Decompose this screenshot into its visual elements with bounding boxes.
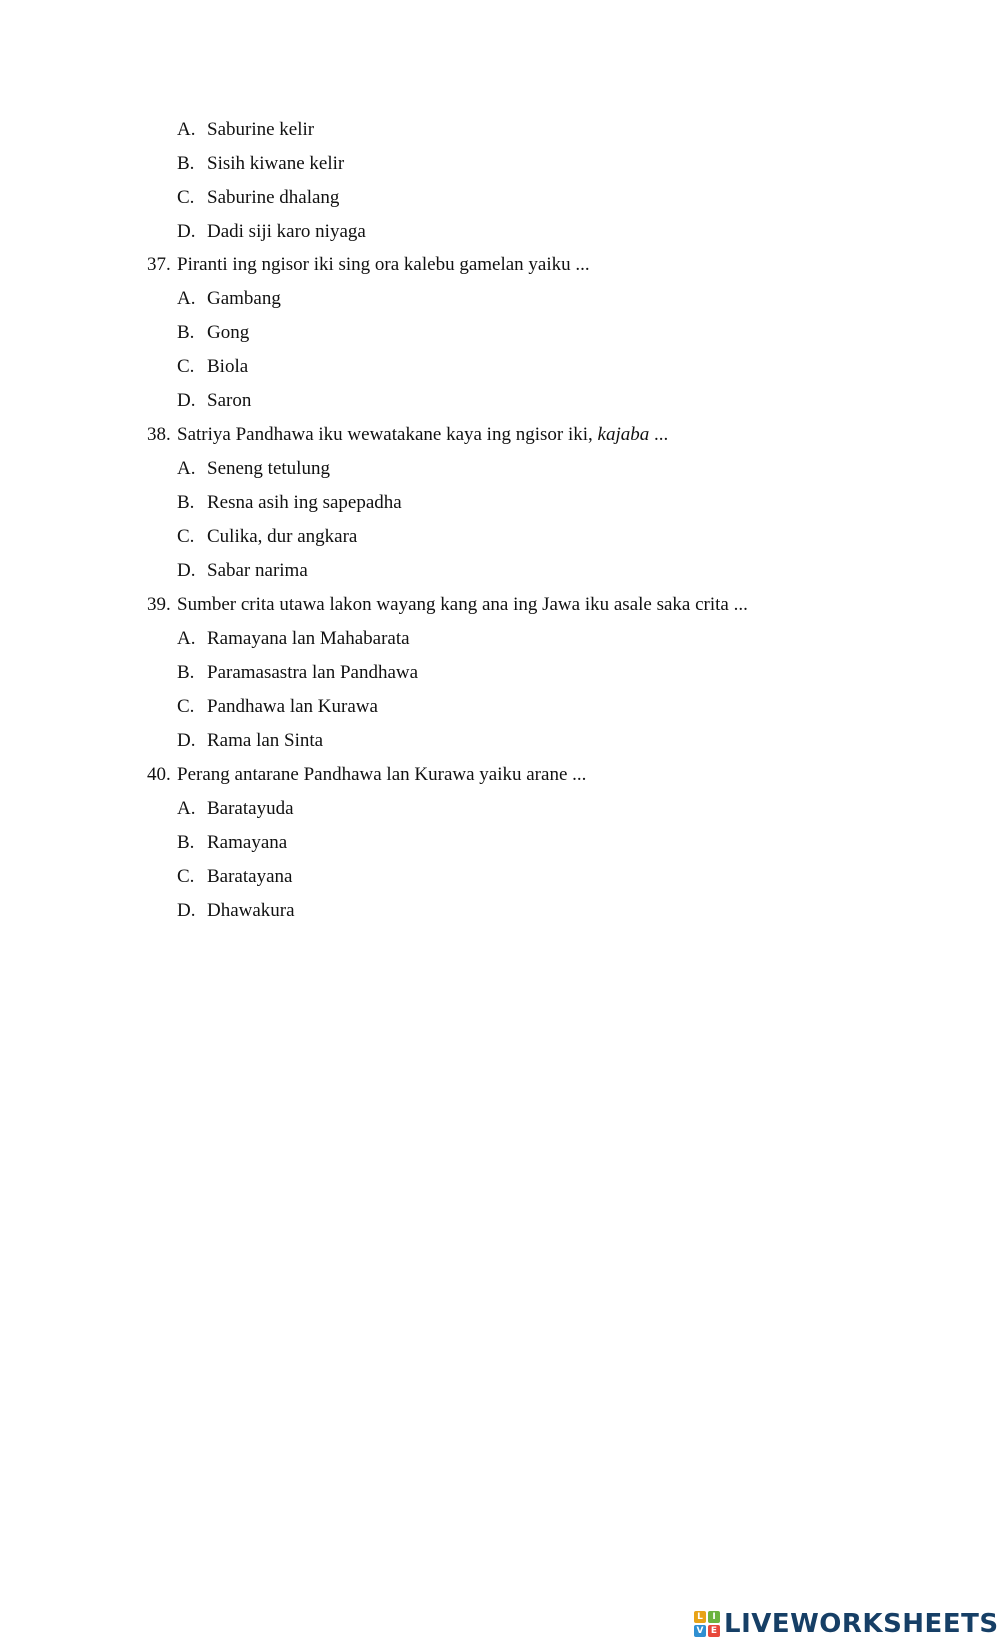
option-text: Saburine dhalang <box>207 187 340 208</box>
option-text: Rama lan Sinta <box>207 730 324 751</box>
question-37 <box>147 253 590 277</box>
option-letter: C. <box>177 187 195 208</box>
q37-option-b[interactable] <box>177 321 249 345</box>
option-text: Saron <box>207 390 252 411</box>
option-text: Resna asih ing sapepadha <box>207 492 402 513</box>
option-letter: C. <box>177 866 195 887</box>
option-text: Pandhawa lan Kurawa <box>207 696 378 717</box>
q38-option-d[interactable] <box>177 559 308 583</box>
question-number: 38. <box>147 424 171 445</box>
q39-option-a[interactable] <box>177 627 410 651</box>
option-letter: B. <box>177 153 195 174</box>
option-letter: D. <box>177 390 196 411</box>
option-text: Paramasastra lan Pandhawa <box>207 662 419 683</box>
option-letter: D. <box>177 221 196 242</box>
q37-option-a[interactable] <box>177 287 281 311</box>
option-text: Biola <box>207 356 249 377</box>
q40-option-a[interactable] <box>177 797 294 821</box>
q36-option-b[interactable] <box>177 152 344 176</box>
question-emphasis: kajaba <box>597 424 650 445</box>
question-number: 39. <box>147 594 171 615</box>
option-letter: A. <box>177 628 196 649</box>
q39-option-c[interactable] <box>177 695 378 719</box>
option-letter: D. <box>177 560 196 581</box>
option-letter: A. <box>177 798 196 819</box>
option-text: Culika, dur angkara <box>207 526 358 547</box>
q38-option-b[interactable] <box>177 491 402 515</box>
option-text: Seneng tetulung <box>207 458 330 479</box>
q40-option-d[interactable] <box>177 899 295 923</box>
option-letter: B. <box>177 832 195 853</box>
option-letter: C. <box>177 356 195 377</box>
option-text: Baratayana <box>207 866 293 887</box>
q39-option-d[interactable] <box>177 729 323 753</box>
option-letter: B. <box>177 492 195 513</box>
question-text: Piranti ing ngisor iki sing ora kalebu gamelan yaiku ... <box>177 254 590 275</box>
q36-option-a[interactable] <box>177 118 314 142</box>
q37-option-c[interactable] <box>177 355 248 379</box>
option-letter: A. <box>177 458 196 479</box>
question-suffix: ... <box>654 424 669 445</box>
option-text: Gambang <box>207 288 281 309</box>
question-text: Satriya Pandhawa iku wewatakane kaya ing ngisor iki, <box>177 424 593 445</box>
question-number: 37. <box>147 254 171 275</box>
q40-option-b[interactable] <box>177 831 287 855</box>
question-39 <box>147 593 748 617</box>
logo-mark-l: L <box>694 1611 706 1623</box>
option-letter: B. <box>177 322 195 343</box>
option-letter: B. <box>177 662 195 683</box>
q38-option-a[interactable] <box>177 457 330 481</box>
logo-mark-v: V <box>694 1625 706 1637</box>
q40-option-c[interactable] <box>177 865 292 889</box>
logo-mark-icon <box>694 1611 720 1637</box>
question-text: Sumber crita utawa lakon wayang kang ana ing Jawa iku asale saka crita ... <box>177 594 748 615</box>
option-text: Saburine kelir <box>207 119 315 140</box>
option-text: Dhawakura <box>207 900 295 921</box>
logo-mark-i: I <box>708 1611 720 1623</box>
option-letter: C. <box>177 526 195 547</box>
option-text: Ramayana lan Mahabarata <box>207 628 410 649</box>
option-text: Sabar narima <box>207 560 308 581</box>
logo-mark-e: E <box>708 1625 720 1637</box>
option-letter: C. <box>177 696 195 717</box>
option-text: Gong <box>207 322 250 343</box>
question-38 <box>147 423 668 447</box>
q36-option-d[interactable] <box>177 220 366 244</box>
option-text: Sisih kiwane kelir <box>207 153 345 174</box>
logo-text: LIVEWORKSHEETS <box>724 1609 999 1639</box>
option-letter: A. <box>177 288 196 309</box>
liveworksheets-logo <box>694 1609 999 1639</box>
q38-option-c[interactable] <box>177 525 357 549</box>
option-text: Dadi siji karo niyaga <box>207 221 366 242</box>
option-text: Baratayuda <box>207 798 294 819</box>
question-text: Perang antarane Pandhawa lan Kurawa yaiku arane ... <box>177 764 587 785</box>
option-text: Ramayana <box>207 832 288 853</box>
option-letter: D. <box>177 730 196 751</box>
question-40 <box>147 763 586 787</box>
q36-option-c[interactable] <box>177 186 339 210</box>
q39-option-b[interactable] <box>177 661 418 685</box>
q37-option-d[interactable] <box>177 389 251 413</box>
option-letter: A. <box>177 119 196 140</box>
question-number: 40. <box>147 764 171 785</box>
option-letter: D. <box>177 900 196 921</box>
